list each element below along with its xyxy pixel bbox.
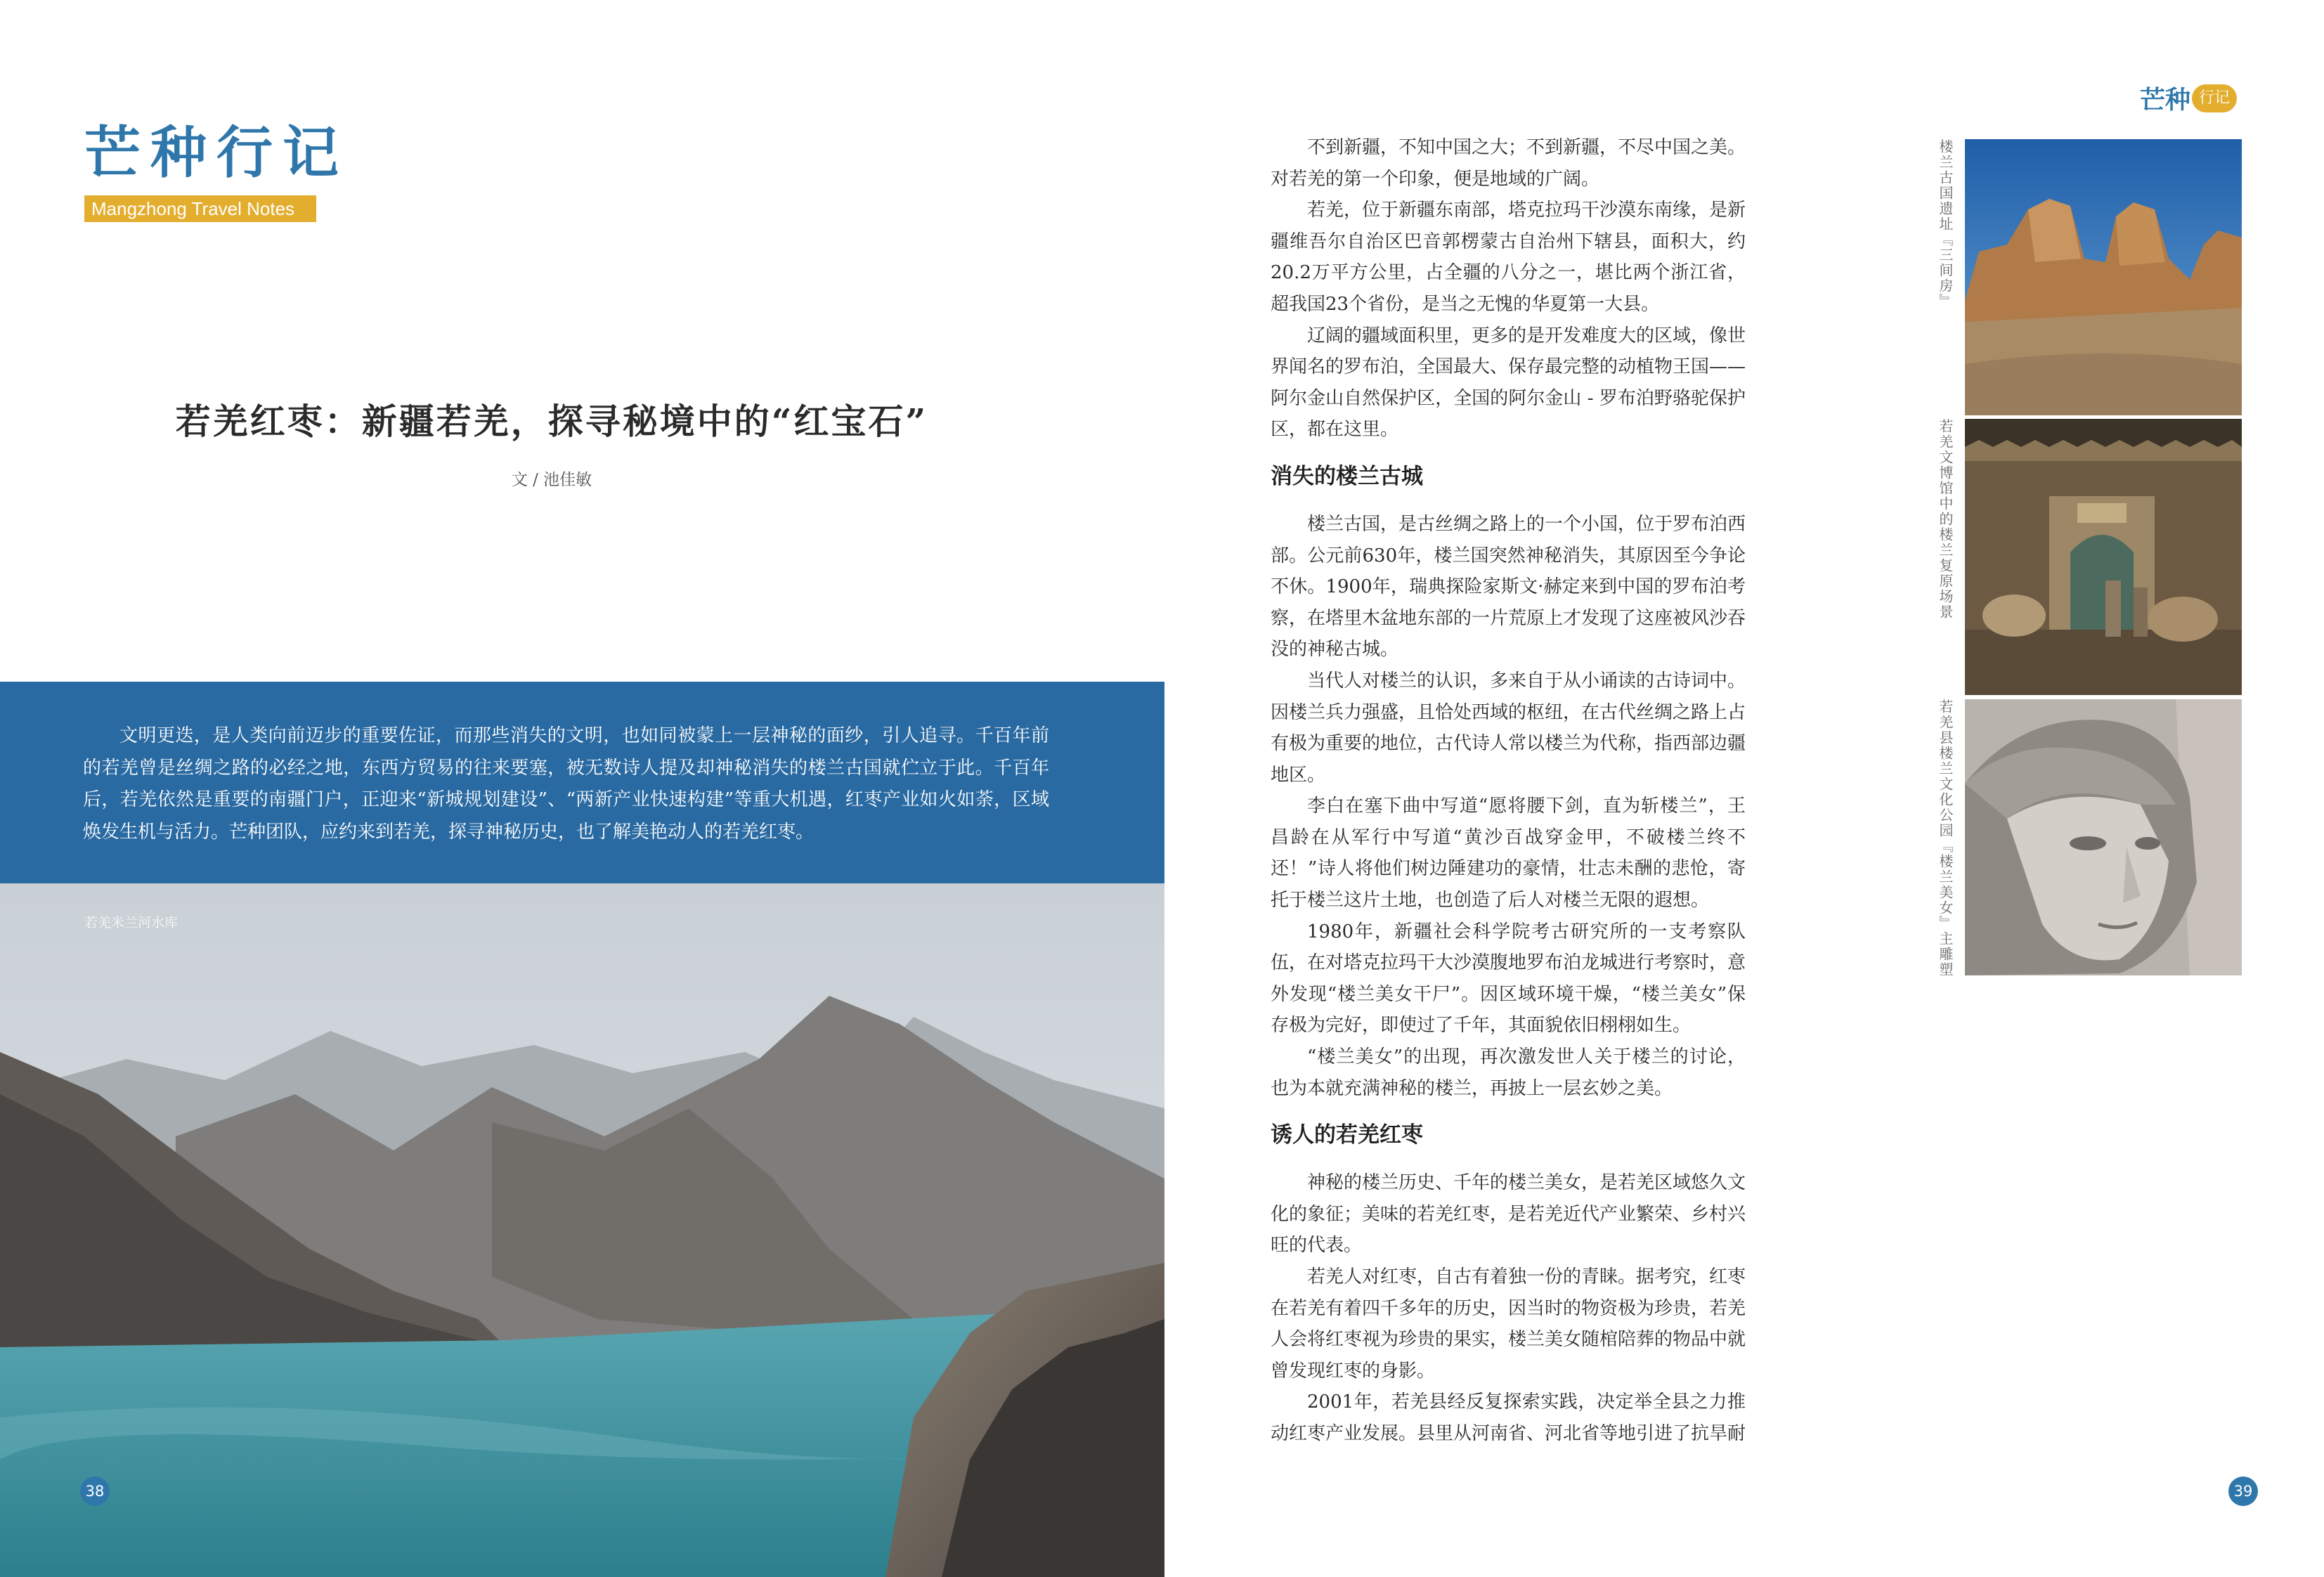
- body-paragraph: 李白在塞下曲中写道“愿将腰下剑，直为斩楼兰”，王昌龄在从军行中写道“黄沙百战穿金甲，不破楼兰终不还！”诗人将他们树边陲建功的豪情，壮志未酬的悲怆，寄托于楼兰这片土地，也创造了后人对楼兰无限的遐想。: [1271, 796, 1746, 911]
- section-title: 芒种行记: [84, 120, 349, 186]
- article-title: 若羌红枣：新疆若羌，探寻秘境中的“红宝石”: [175, 401, 928, 442]
- body-paragraph: 若羌，位于新疆东南部，塔克拉玛干沙漠东南缘，是新疆维吾尔自治区巴音郭楞蒙古自治州下辖县，面积大，约20.2万平方公里，占全疆的八分之一，堪比两个浙江省，超我国23个省份，是当之无愧的华夏第一大县。: [1271, 200, 1746, 315]
- logo-main-text: 芒种: [2140, 86, 2191, 115]
- photo-caption-ruins: 楼兰古国遗址『三间房』: [1937, 139, 1954, 309]
- photo-caption-statue: 若羌县楼兰文化公园『楼兰美女』主雕塑: [1937, 699, 1954, 978]
- body-paragraph: 神秘的楼兰历史、千年的楼兰美女，是若羌区域悠久文化的象征；美味的若羌红枣，是若羌近代产业繁荣、乡村兴旺的代表。: [1271, 1172, 1746, 1257]
- body-paragraph: 若羌人对红枣，自古有着独一份的青睐。据考究，红枣在若羌有着四千多年的历史，因当时的物资极为珍贵，若羌人会将红枣视为珍贵的果实，楼兰美女随棺陪葬的物品中就曾发现红枣的身影。: [1271, 1266, 1746, 1382]
- body-paragraph: 当代人对楼兰的认识，多来自于从小诵读的古诗词中。因楼兰兵力强盛，且恰处西域的枢纽，在古代丝绸之路上占有极为重要的地位，古代诗人常以楼兰为代称，指西部边疆地区。: [1271, 670, 1746, 786]
- page-number-left: 38: [80, 1477, 110, 1506]
- subheading-jujube: 诱人的若羌红枣: [1271, 1122, 1423, 1148]
- page-number-right: 39: [2228, 1477, 2258, 1506]
- body-paragraph: 楼兰古国，是古丝绸之路上的一个小国，位于罗布泊西部。公元前630年，楼兰国突然神秘消失，其原因至今争论不休。1900年，瑞典探险家斯文·赫定来到中国的罗布泊考察，在塔里木盆地东部的一片荒原上才发现了这座被风沙吞没的神秘古城。: [1271, 513, 1746, 661]
- museum-scene-photo: [1965, 419, 2242, 695]
- subheading-loulan: 消失的楼兰古城: [1271, 463, 1423, 489]
- logo-badge: 行记: [2192, 84, 2237, 112]
- section-subtitle: Mangzhong Travel Notes: [84, 195, 316, 222]
- body-paragraph: “楼兰美女”的出现，再次激发世人关于楼兰的讨论，也为本就充满神秘的楼兰，再披上一层玄妙之美。: [1271, 1046, 1746, 1099]
- article-body: [1271, 132, 1746, 1450]
- body-paragraph: 2001年，若羌县经反复探索实践，决定举全县之力推动红枣产业发展。县里从河南省、河北省等地引进了抗旱耐: [1271, 1391, 1746, 1444]
- lake-photo: [0, 883, 1164, 1577]
- body-paragraph: 1980年，新疆社会科学院考古研究所的一支考察队伍，在对塔克拉玛干大沙漠腹地罗布泊龙城进行考察时，意外发现“楼兰美女干尸”。因区域环境干燥，“楼兰美女”保存极为完好，即使过了千年，其面貌依旧栩栩如生。: [1271, 921, 1746, 1037]
- magazine-logo: [2140, 80, 2237, 114]
- statue-photo: [1965, 699, 2242, 975]
- byline: 文 / 池佳敏: [511, 471, 592, 489]
- body-paragraph: 辽阔的疆域面积里，更多的是开发难度大的区域，像世界闻名的罗布泊，全国最大、保存最完整的动植物王国——阿尔金山自然保护区，全国的阿尔金山 - 罗布泊野骆驼保护区，都在这里。: [1271, 325, 1746, 441]
- lake-photo-caption: 若羌米兰河水库: [84, 915, 178, 930]
- photo-caption-museum: 若羌文博馆中的楼兰复原场景: [1937, 419, 1954, 620]
- intro-paragraph: 文明更迭，是人类向前迈步的重要佐证，而那些消失的文明，也如同被蒙上一层神秘的面纱，引人追寻。千百年前的若羌曾是丝绸之路的必经之地，东西方贸易的往来要塞，被无数诗人提及却神秘消失的楼兰古国就伫立于此。千百年后，若羌依然是重要的南疆门户，正迎来“新城规划建设”、“两新产业快速构建”等重大机遇，红枣产业如火如荼，区域焕发生机与活力。芒种团队，应约来到若羌，探寻神秘历史，也了解美艳动人的若羌红枣。: [83, 725, 1049, 843]
- body-paragraph: 不到新疆，不知中国之大；不到新疆，不尽中国之美。对若羌的第一个印象，便是地域的广阔。: [1271, 137, 1746, 190]
- ruins-photo: [1965, 139, 2242, 415]
